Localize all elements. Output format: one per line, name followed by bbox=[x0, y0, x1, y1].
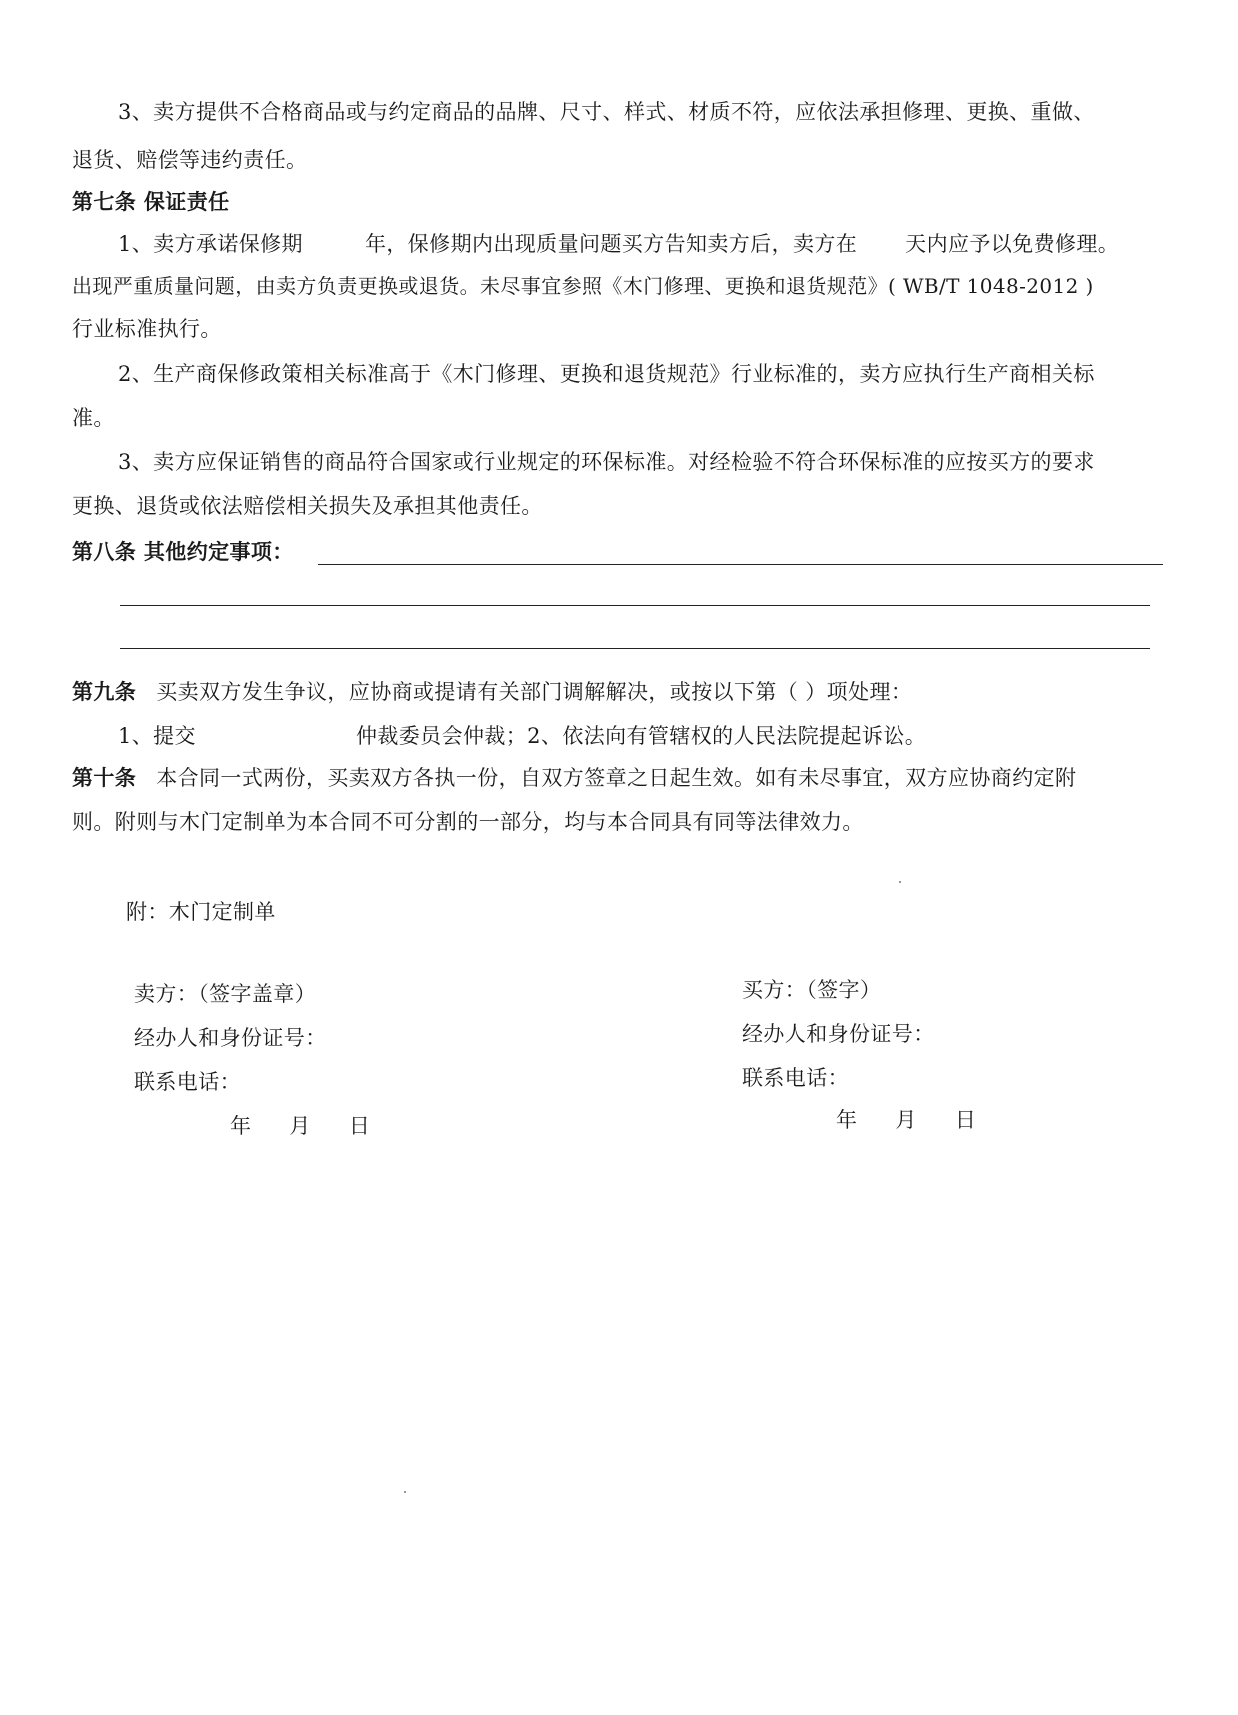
art6-item3-line2: 退货、赔偿等违约责任。 bbox=[72, 148, 308, 172]
art7-item3-line2: 更换、退货或依法赔偿相关损失及承担其他责任。 bbox=[72, 494, 543, 518]
art10-text-line1: 本合同一式两份，买卖双方各执一份，自双方签章之日起生效。如有未尽事宜，双方应协商约定附 bbox=[156, 766, 1077, 790]
art7-item2-line2: 准。 bbox=[72, 406, 115, 430]
art9-line1 bbox=[72, 678, 912, 706]
art7-item3-line1: 3、卖方应保证销售的商品符合国家或行业规定的环保标准。对经检验不符合环保标准的应按买方的要求 bbox=[118, 450, 1095, 474]
buyer-date-month: 月 bbox=[895, 1108, 917, 1132]
buyer-date bbox=[836, 1106, 976, 1134]
buyer-phone: 联系电话： bbox=[742, 1066, 849, 1090]
seller-date-month: 月 bbox=[289, 1114, 311, 1138]
art9-line2 bbox=[118, 722, 926, 750]
art7-item1-part-a: 1、卖方承诺保修期 bbox=[118, 232, 303, 256]
art9-title: 第九条 bbox=[72, 680, 137, 704]
art7-item1-line3: 行业标准执行。 bbox=[72, 317, 222, 341]
art7-item1-part-c: 天内应予以免费修理。 bbox=[905, 232, 1120, 256]
seller-phone: 联系电话： bbox=[134, 1070, 241, 1094]
art7-item1-line2: 出现严重质量问题，由卖方负责更换或退货。未尽事宜参照《木门修理、更换和退货规范》( WB/T 1048-2012 ) bbox=[72, 274, 1094, 298]
buyer-date-day: 日 bbox=[954, 1108, 977, 1132]
scan-speck bbox=[404, 1491, 406, 1493]
seller-sign: 卖方：（签字盖章） bbox=[134, 982, 317, 1006]
art8-blank-line-3 bbox=[120, 648, 1150, 649]
art7-item1-part-b: 年，保修期内出现质量问题买方告知卖方后，卖方在 bbox=[364, 232, 858, 256]
buyer-agent-id: 经办人和身份证号： bbox=[742, 1022, 935, 1046]
art8-blank-line-2 bbox=[120, 605, 1150, 606]
art7-item2-line1: 2、生产商保修政策相关标准高于《木门修理、更换和退货规范》行业标准的，卖方应执行生产商相关标 bbox=[118, 362, 1095, 386]
scan-speck bbox=[899, 881, 901, 883]
buyer-date-year: 年 bbox=[836, 1108, 858, 1132]
buyer-sign: 买方：（签字） bbox=[742, 978, 882, 1002]
art9-option-a: 1、提交 bbox=[118, 724, 196, 748]
seller-date-year: 年 bbox=[230, 1114, 252, 1138]
seller-date-day: 日 bbox=[348, 1114, 371, 1138]
art10-line1 bbox=[72, 764, 1076, 792]
art7-title: 第七条 保证责任 bbox=[72, 190, 230, 214]
art10-title: 第十条 bbox=[72, 766, 137, 790]
seller-agent-id: 经办人和身份证号： bbox=[134, 1026, 327, 1050]
art8-blank-line-1 bbox=[318, 564, 1163, 565]
seller-date bbox=[230, 1112, 370, 1140]
art9-option-b: 仲裁委员会仲裁；2、依法向有管辖权的人民法院提起诉讼。 bbox=[355, 724, 927, 748]
attachment-note: 附：木门定制单 bbox=[126, 900, 276, 924]
art6-item3-line1: 3、卖方提供不合格商品或与约定商品的品牌、尺寸、样式、材质不符，应依法承担修理、更换、重做、 bbox=[118, 100, 1095, 124]
art8-title: 第八条 其他约定事项： bbox=[72, 540, 294, 564]
art10-line2: 则。附则与木门定制单为本合同不可分割的一部分，均与本合同具有同等法律效力。 bbox=[72, 810, 864, 834]
art9-text: 买卖双方发生争议，应协商或提请有关部门调解解决，或按以下第（ ）项处理： bbox=[156, 680, 913, 704]
art7-item1-line1 bbox=[118, 230, 1119, 258]
